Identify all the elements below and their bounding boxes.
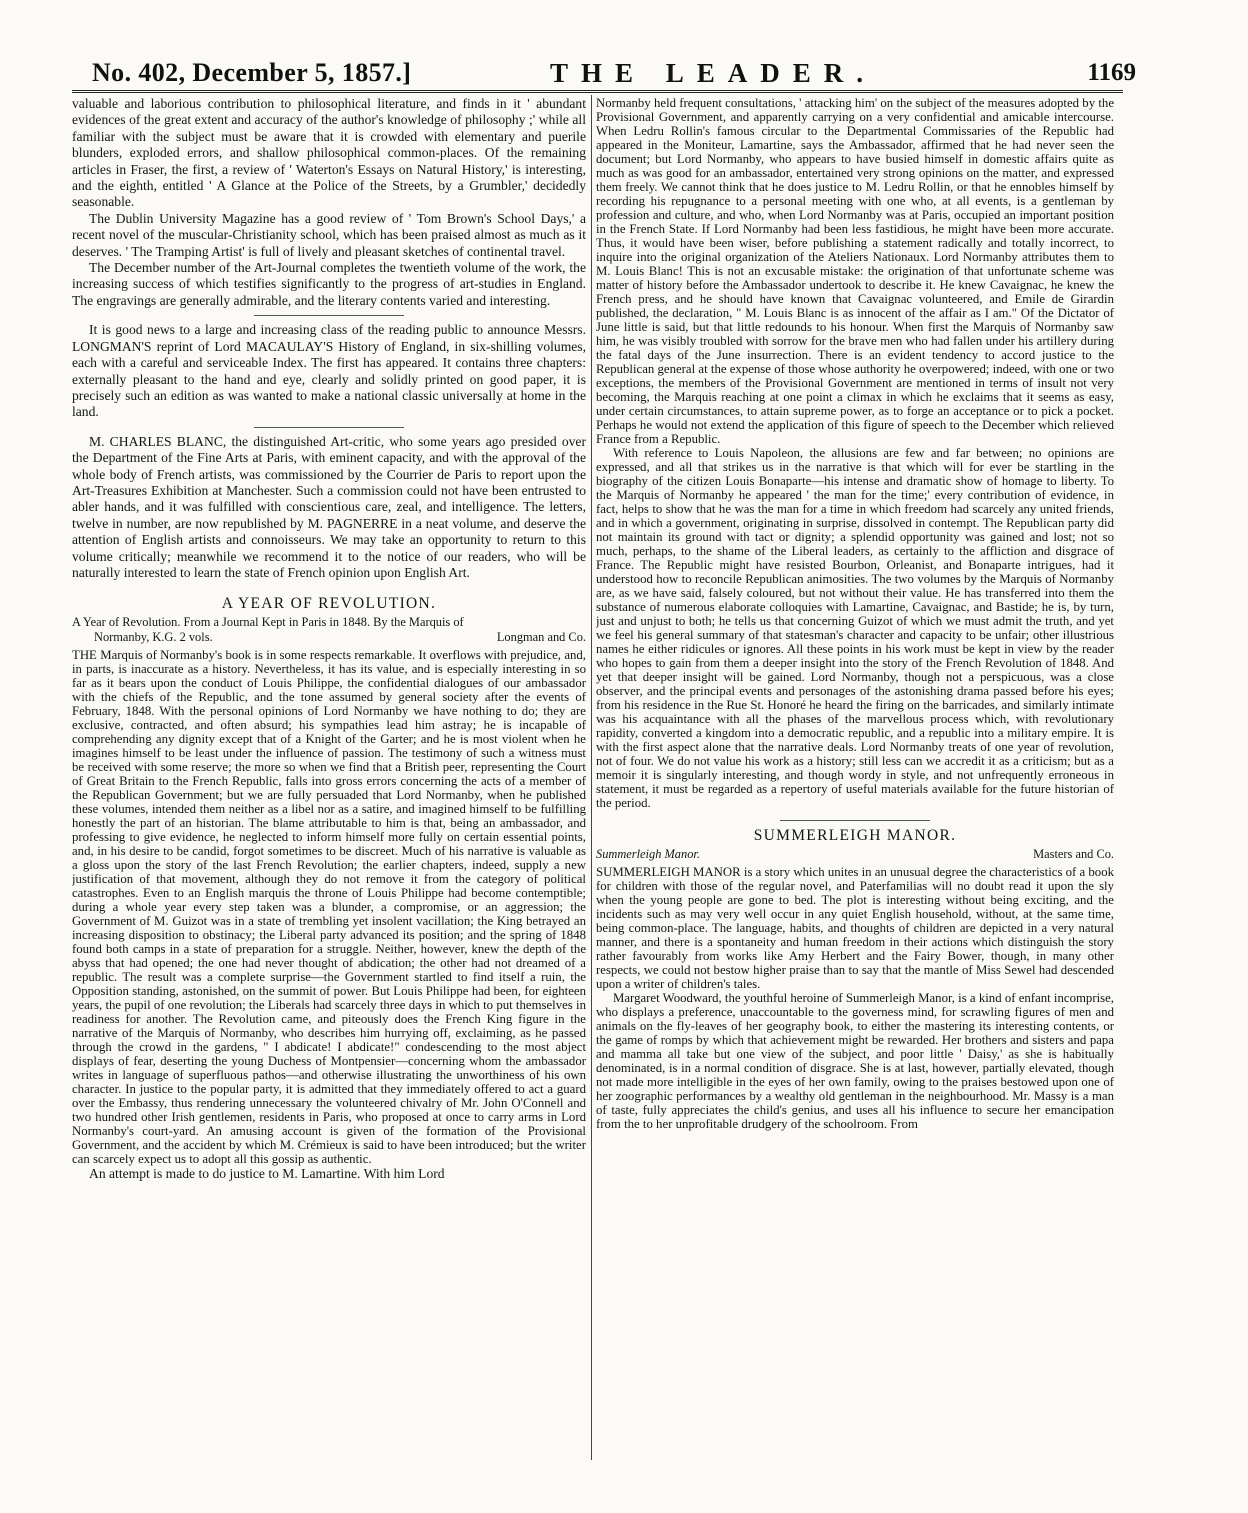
column-divider (591, 95, 592, 1460)
section-separator (254, 315, 404, 316)
right-column (596, 96, 1114, 1460)
review-body-lamartine: An attempt is made to do justice to M. Lamartine. With him Lord (89, 1165, 445, 1181)
paragraph-macaulay-reprint: It is good news to a large and increasing class of the reading public to announce Messrs. LONGMAN'S reprint of Lord MACAULAY'S History of England, in six-shilling volumes, each with a careful and serviceable Index. The first has appeared. It contains three chapters: externally pleasant to the hand and eye, clearly and solidly printed on good paper, it is precisely such an edition as was wanted to make a national classic universally at home in the land. (72, 322, 586, 420)
page-header (86, 58, 1136, 90)
left-column (72, 96, 586, 1460)
paragraph-fraser-review: valuable and laborious contribution to philosophical literature, and finds in it ' abundant evidences of the great extent and accuracy of the author's knowledge of philosophy ;' while all familiar with the subject must be aware that it is crowded with elementary and puerile blunders, exploded errors, and shallow philosophical common-places. Of the remaining articles in Fraser, the first, a review of ' Waterton's Essays on Natural History,' is interesting, and the eighth, entitled ' A Glance at the Police of the Streets, by a Grumbler,' decidedly seasonable. (72, 96, 586, 210)
summerleigh-paragraph-2: Margaret Woodward, the youthful heroine of Summerleigh Manor, is a kind of enfant incomprise, who displays a preference, unaccountable to the governess mind, for scrawling figures of men and animals on the fly-leaves of her geography book, to either the mastering its interesting contents, or the game of romps by which that achievement might be rewarded. Her brothers and sisters and papa and mamma all take but one view of the subject, and poor little ' Daisy,' as she is habitually denominated, is in a normal condition of disgrace. She is at last, however, partially elevated, though not made more intelligible in the eyes of her own family, owing to the praises bestowed upon one of her zoographic performances by a wealthy old gentleman in the neighbourhood. Mr. Massy is a man of taste, fully appreciates the child's genius, and uses all his influence to secure her emancipation from the to her unprofitable drudgery of the schoolroom. From (596, 991, 1114, 1132)
bib-author-line: Normanby, K.G. 2 vols. (94, 629, 213, 644)
section-separator (254, 427, 404, 428)
review-title-year-of-revolution: A YEAR OF REVOLUTION. (221, 595, 437, 613)
review-body-louis-napoleon: With reference to Louis Napoleon, the allusions are few and far between; no opinions are expressed, and all that strikes us in the narrative is that which will for ever be startling in the biography of the citizen Louis Bonaparte—his intense and dramatic show of homage to liberty. To the Marquis of Normanby he appeared ' the man for the time;' every contribution of evidence, in fact, helps to show that he was the man for a time in which freedom had scarcely any united friends, and in which a government, originating in surprise, dissolved in contempt. The Republican party did not maintain its ground with tact or dignity; a splendid opportunity was gained and lost; not so much, perhaps, to the shame of the Liberal leaders, as certainly to the affliction and disgrace of France. The Republic might have resisted Bourbon, Orleanist, and Bonaparte intrigues, had it understood how to reconcile Republican animosities. The two volumes by the Marquis of Normanby are, as we have said, falsely coloured, but not without their value. He has transferred into them the substance of numerous elaborate colloquies with Lamartine, Cavaignac, and Bastide; he is, by turn, just and unjust to both; he tells us that concerning Guizot of which we must admit the truth, and yet we feel his general summary of that statesman's character and capacity to be unfair; other illustrious names he either ridicules or ignores. All these points in his work must be kept in view by the reader who hopes to gain from them a deeper insight into the story of the French Revolution of 1848. And yet that deeper insight will be gained. Lord Normanby, though not a perspicuous, was a close observer, and the principal events and personages of the astonishing drama passed before his eyes; from his residence in the Rue St. Honoré he heard the firing on the barricades, and similarly intimate was his acquaintance with all the phases of the marvellous process which, with revolutionary rapidity, converted a kingdom into a democratic republic, and a republic into a military empire. It is with the first aspect alone that the narrative deals. Lord Normanby treats of one year of revolution, not of four. We do not value his work as a history; still less can we accredit it as a criticism; but as a memoir it is singularly interesting, and though wordy in style, and not unfrequently erroneous in statement, it must be regarded as a repertory of useful materials available for the future historian of the period. (596, 446, 1114, 810)
bib-publisher: Longman and Co. (496, 629, 586, 644)
bibliographic-entry (596, 847, 1114, 861)
newspaper-title: THE LEADER. (550, 58, 877, 88)
page-number: 1169 (1087, 59, 1136, 86)
bib-title-line: A Year of Revolution. From a Journal Kept in Paris in 1848. By the Marquis of (72, 615, 464, 630)
review-body-main: THE Marquis of Normanby's book is in some respects remarkable. It overflows with prejudice, and, in parts, is inaccurate as a history. Nevertheless, it has its value, and is especially interesting in so far as it bears upon the conduct of Louis Philippe, the confidential dialogues of our ambassador with the chiefs of the Republic, and the tone assumed by general society after the events of February, 1848. With the personal opinions of Lord Normanby we have nothing to do; they are exclusive, contracted, and often absurd; his sympathies lead him astray; he is incapable of comprehending any dignity except that of a Knight of the Garter; and he is most violent when he imagines himself to be least under the influence of passion. The testimony of such a witness must be received with some reserve; the more so when we find that a British peer, representing the Court of Great Britain to the French Republic, falls into gross errors concerning the acts of a member of the Republican Government; but we are fully persuaded that Lord Normanby, when he published these volumes, intended them neither as a libel nor as a satire, and imagined himself to be fulfilling honestly the part of an historian. The blame attributable to him is that, being an ambassador, and professing to give evidence, he neglected to inform himself more fully on certain essential points, and, in his desire to be candid, forgot sometimes to be discreet. Much of his narrative is valuable as a gloss upon the story of the last French Revolution; the earlier chapters, indeed, supply a new justification of that movement, although they do not remove it from the category of political catastrophes. Even to an English marquis the throne of Louis Philippe had become contemptible; during a whole year every step taken was a blunder, a compromise, or an aggression; the Government of M. Guizot was in a state of trembling yet insolent vacillation; the King betrayed an increasing disposition to obstinacy; the Liberal party advanced its position; and the spring of 1848 found both camps in a state of preparation for a struggle. Neither, however, knew the depth of the abyss that had opened; the one had never thought of abdication; the other had not dreamed of a republic. The result was a complete surprise—the Government startled to find itself a ruin, the Opposition standing, astonished, on the summit of power. But Louis Philippe had been, for eighteen years, the pupil of one revolution; the Liberals had scarcely three days in which to put themselves in readiness for another. The Revolution came, and piteously does the French King figure in the narrative of the Marquis of Normanby, who describes him hurrying off, exclaiming, as he passed through the crowd in the gardens, " I abdicate! I abdicate!" condescending to the most abject displays of fear, deserting the young Duchess of Montpensier—concerning whom the ambassador writes in language of superfluous pathos—and otherwise illustrating the unworthiness of his own character. In justice to the popular party, it is admitted that they immediately offered to act a guard over the Embassy, thus rendering unnecessary the volunteered chivalry of Mr. John O'Connell and two hundred other Irish gentlemen, residents in Paris, who proposed at once to carry arms in Lord Normanby's court-yard. An amusing account is given of the formation of the Provisional Government, and the accident by which M. Crémieux is said to have been introduced; but the writer can scarcely expect us to adopt all this gossip as authentic. (72, 647, 586, 1166)
bib-publisher: Masters and Co. (1033, 847, 1114, 861)
section-separator (780, 820, 930, 821)
review-body-continued: Normanby held frequent consultations, ' attacking him' on the subject of the measures adopted by the Provisional Government, and apparently carrying on a very confidential and amicable intercourse. When Ledru Rollin's famous circular to the Departmental Commissaries of the Republic had appeared in the Moniteur, Lamartine, says the Ambassador, affirmed that he had never seen the document; but Lord Normanby, who appears to have busied himself in domestic affairs quite as much as was good for an ambassador, entertained very strong opinions on the matter, and expressed them freely. We cannot think that he does justice to M. Ledru Rollin, or that he ennobles himself by recording his repugnance to a personal meeting with one who, at all events, is a gentleman by profession and culture, and who, when Lord Normanby was at Paris, occupied an important position in the French State. If Lord Normanby had been less fastidious, he might have been more accurate. Thus, it would have been wiser, before publishing a statement radically and totally incorrect, to inquire into the original organization of the Ateliers Nationaux. Lord Normanby attributes them to M. Louis Blanc! This is not an excusable mistake: the origination of that unfortunate scheme was matter of history before the Ambassador undertook to describe it. He knew Cavaignac, he knew the French press, and he should have known that Cavaignac volunteered, and Emile de Girardin published, the declaration, " M. Louis Blanc is as innocent of the affair as I am." Of the Dictator of June little is said, but that little redounds to his honour. When first the Marquis of Normanby saw him, he was visibly troubled with sorrow for the brave men who had fallen under his artillery during the fatal days of the June insurrection. There is an evident tendency to accord justice to the Republican general at the expense of those whose authority he overpowered; indeed, with one or two exceptions, the members of the Provisional Government are mentioned in terms of insult not very becoming, the Marquis reaching at one point a climax in which he exclaims that it seems as easy, under certain circumstances, to attain supreme power, as to forge an acceptance or to pick a pocket. Perhaps he would not extend the application of this figure of speech to the December which relieved France from a Republic. (596, 96, 1114, 446)
paragraph-dublin-magazine: The Dublin University Magazine has a good review of ' Tom Brown's School Days,' a recent novel of the muscular-Christianity school, which has been praised almost as much as it deserves. ' The Tramping Artist' is full of lively and pleasant sketches of continental travel. (72, 210, 586, 259)
issue-number-date: No. 402, December 5, 1857.] (92, 58, 412, 87)
paragraph-charles-blanc: M. CHARLES BLANC, the distinguished Art-critic, who some years ago presided over the Department of the Fine Arts at Paris, with eminent capacity, and with the approval of the whole body of French artists, was commissioned by the Courrier de Paris to report upon the Art-Treasures Exhibition at Manchester. Such a commission could not have been entrusted to abler hands, and it was fulfilled with conscientious care, zeal, and intelligence. The letters, twelve in number, are now republished by M. PAGNERRE in a neat volume, and deserve the attention of English artists and connoisseurs. We may take an opportunity to return to this volume critically; meanwhile we recommend it to the notice of our readers, who will be naturally interested to learn the state of French opinion upon English Art. (72, 433, 586, 580)
paragraph-art-journal: The December number of the Art-Journal completes the twentieth volume of the work, the increasing success of which testifies significantly to the progress of art-studies in England. The engravings are generally admirable, and the literary contents varied and interesting. (72, 260, 586, 308)
review-title-summerleigh-manor: SUMMERLEIGH MANOR. (753, 827, 957, 844)
bibliographic-entry (72, 615, 586, 643)
bib-title: Summerleigh Manor. (596, 847, 700, 861)
summerleigh-paragraph-1: SUMMERLEIGH MANOR is a story which unites in an unusual degree the characteristics of a book for children with those of the regular novel, and Paterfamilias will no doubt read it upon the sly when the young people are gone to bed. The plot is interesting without being exciting, and the incidents such as may very well occur in any quiet English household, without, at the same time, being common-place. The language, habits, and thoughts of children are depicted in a very natural manner, and there is a spontaneity and human freedom in their actions which distinguish the story rather favourably from works like Amy Herbert and the Fairy Bower, though, in many other respects, we could not bestow higher praise than to say that the mantle of Miss Sewel had descended upon a writer of children's tales. (596, 865, 1114, 992)
header-rule (72, 90, 1123, 93)
